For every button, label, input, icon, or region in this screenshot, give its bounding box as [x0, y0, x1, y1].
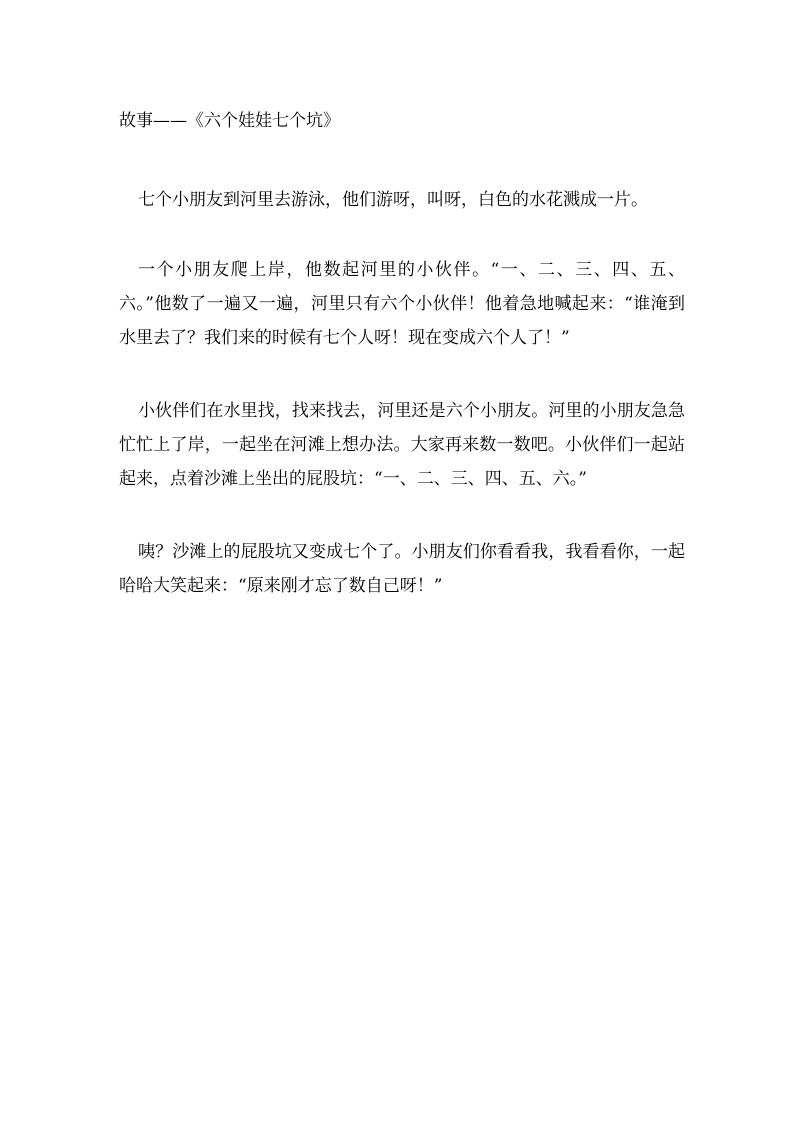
paragraph-2: 一个小朋友爬上岸，他数起河里的小伙伴。“一、二、三、四、五、六。”他数了一遍又一遍，河里只有六个小伙伴！他着急地喊起来：“谁淹到水里去了？我们来的时候有七个人呀！现在变成六个人了！” — [119, 260, 685, 348]
spacer — [119, 496, 685, 535]
paragraph-4: 咦？沙滩上的屁股坑又变成七个了。小朋友们你看看我，我看看你，一起哈哈大笑起来：“原来刚才忘了数自己呀！” — [119, 542, 685, 596]
spacer — [119, 217, 685, 253]
spacer — [119, 138, 685, 183]
story-title: 故事——《六个娃娃七个坑》 — [119, 111, 340, 131]
document-body — [119, 104, 685, 603]
paragraph-1: 七个小朋友到河里去游泳，他们游呀，叫呀，白色的水花溅成一片。 — [138, 190, 648, 210]
paragraph-3: 小伙伴们在水里找，找来找去，河里还是六个小朋友。河里的小朋友急急忙忙上了岸，一起坐在河滩上想办法。大家再来数一数吧。小伙伴们一起站起来，点着沙滩上坐出的屁股坑：“一、二、三、四、五、六。” — [119, 401, 685, 489]
spacer — [119, 355, 685, 394]
